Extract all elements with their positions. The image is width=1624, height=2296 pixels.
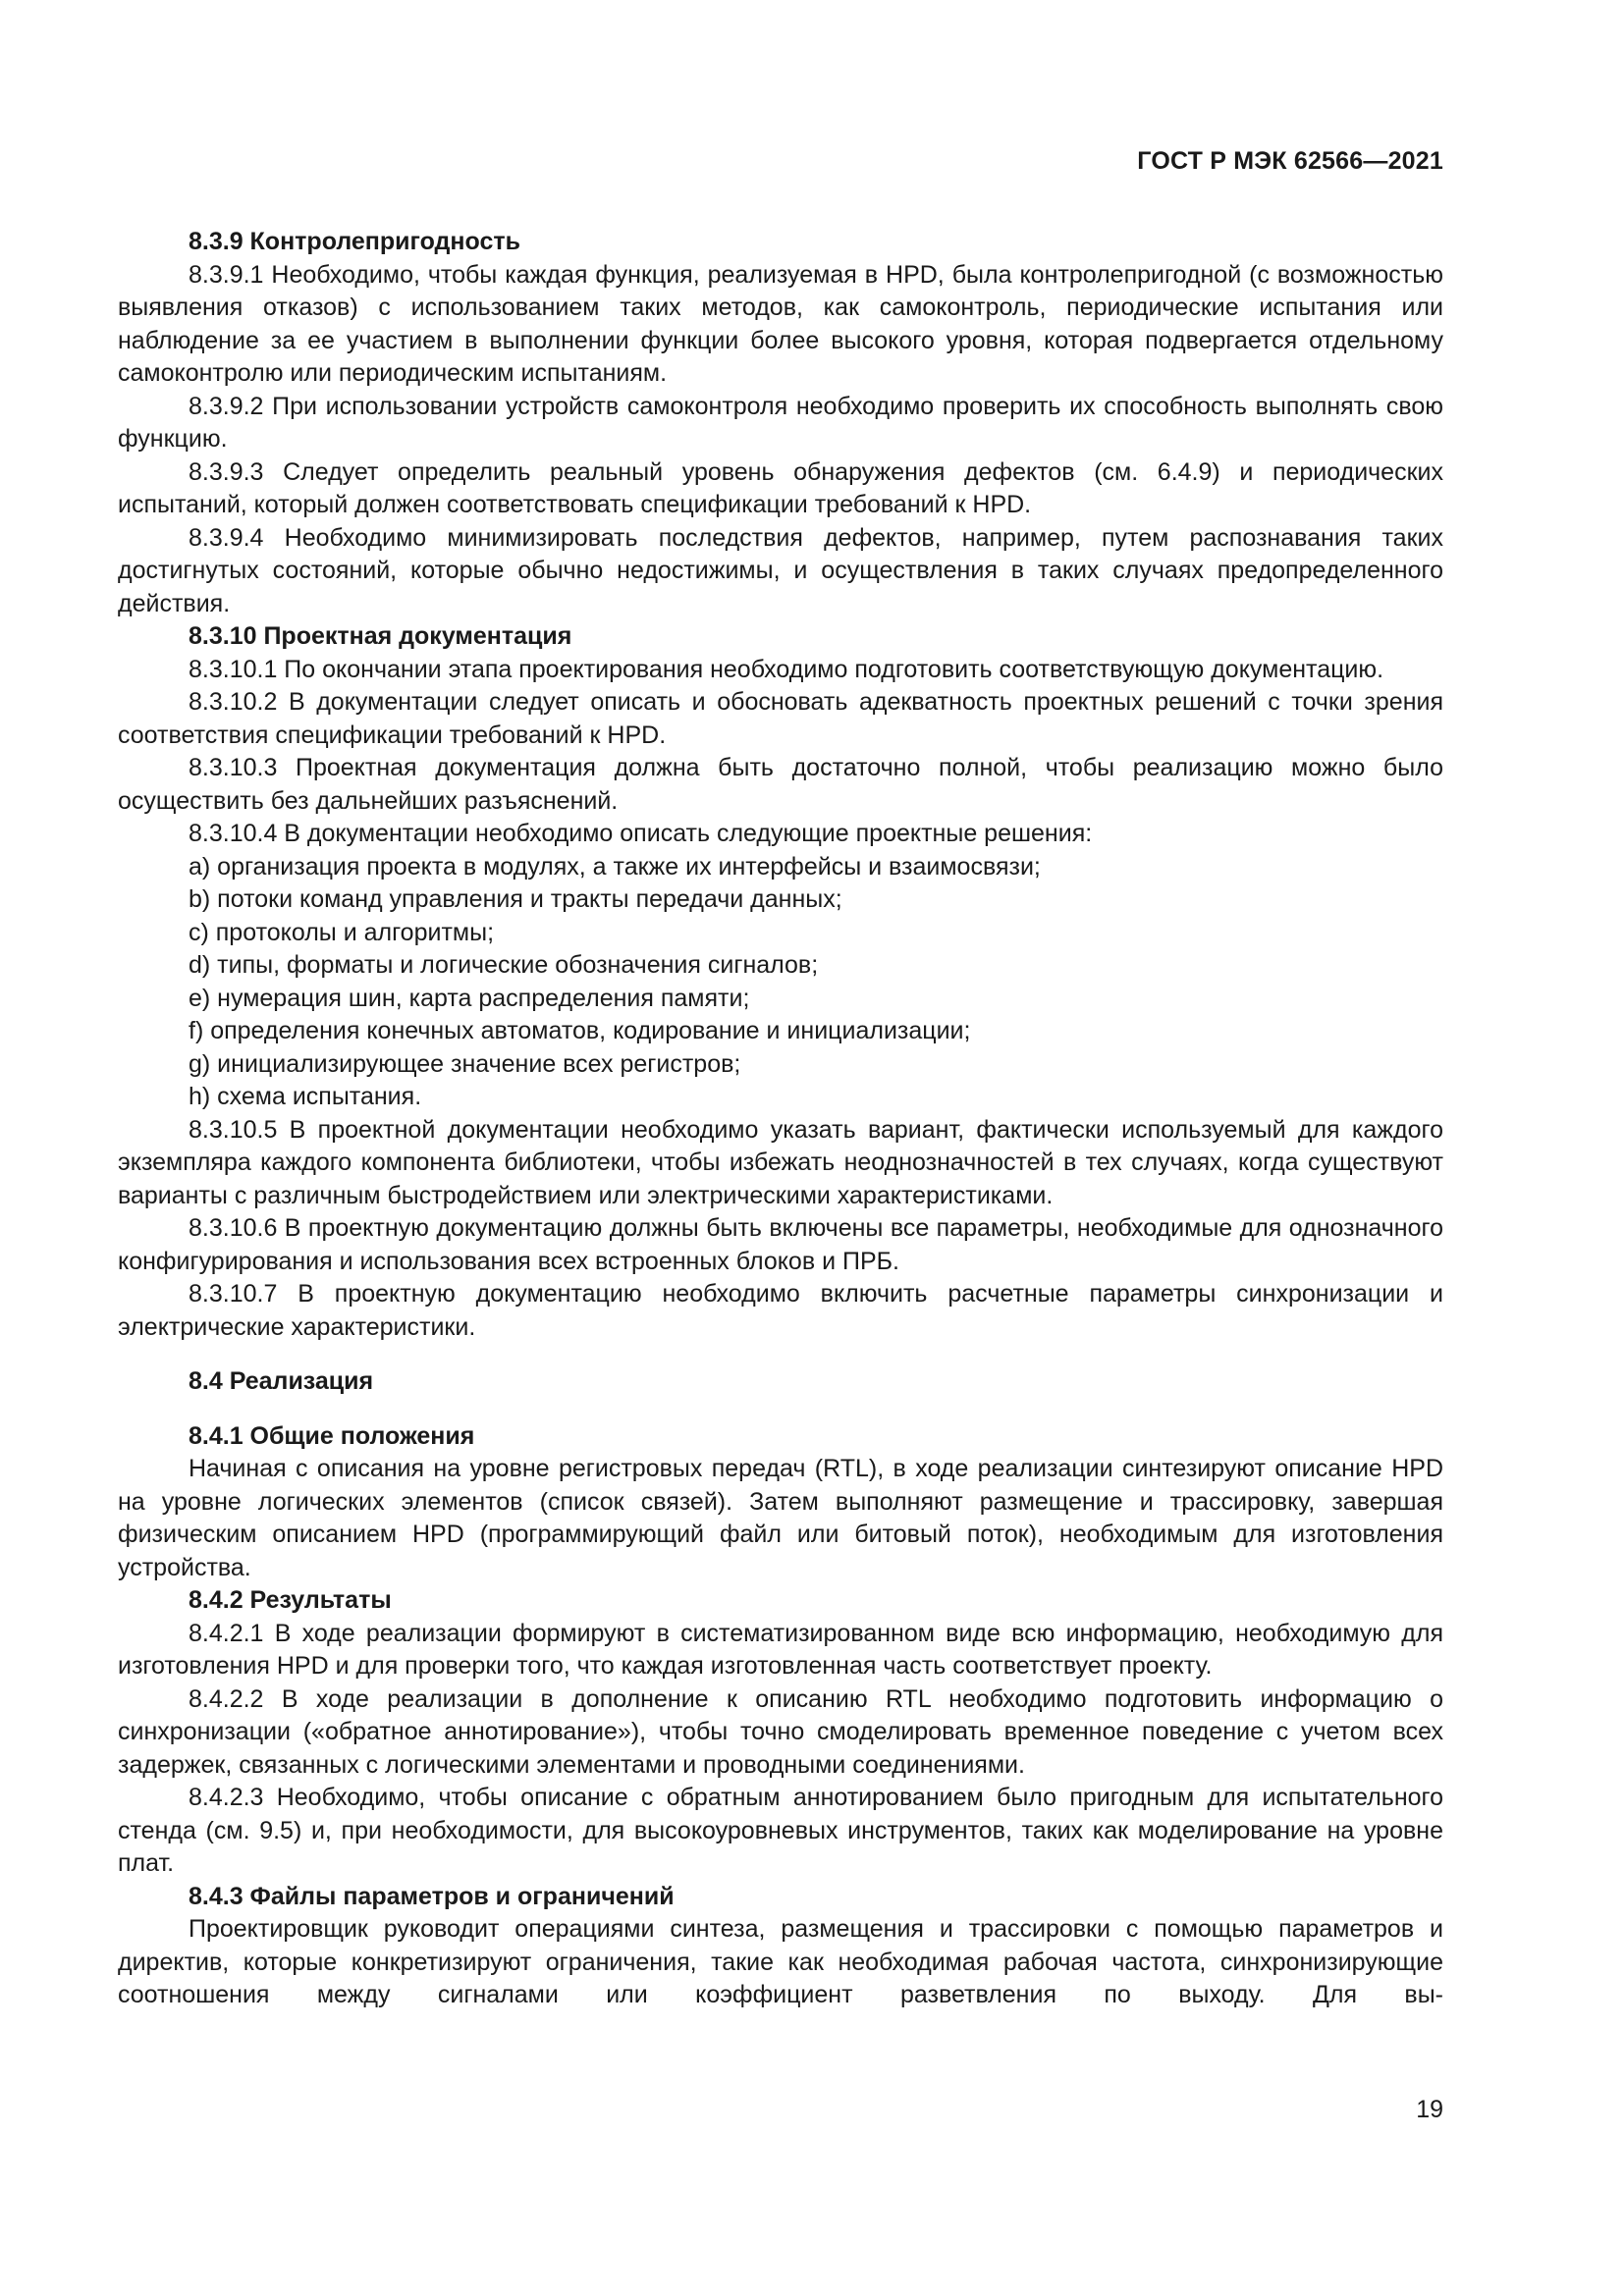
paragraph: 8.3.10.2 В документации следует описать и обосновать адекватность проектных решений с точки зрения соответствия спецификации требований к HPD.: [118, 688, 1443, 749]
paragraph: 8.3.10.1 По окончании этапа проектирования необходимо подготовить соответствующую документацию.: [189, 655, 1384, 683]
paragraph: 8.3.10.4 В документации необходимо описать следующие проектные решения:: [189, 820, 1093, 847]
section-heading: 8.4 Реализация: [189, 1367, 374, 1395]
paragraph: c) протоколы и алгоритмы;: [189, 918, 495, 946]
paragraph: 8.3.10.6 В проектную документацию должны быть включены все параметры, необходимые для однозначного конфигурирования и использования всех встроенных блоков и ПРБ.: [118, 1214, 1443, 1275]
paragraph: a) организация проекта в модулях, а также их интерфейсы и взаимосвязи;: [189, 852, 1041, 881]
paragraph: 8.3.9.3 Следует определить реальный уровень обнаружения дефектов (см. 6.4.9) и периодических испытаний, который должен соответствовать спецификации требований к HPD.: [118, 457, 1443, 518]
paragraph: h) схема испытания.: [189, 1083, 422, 1110]
paragraph: f) определения конечных автоматов, кодирование и инициализации;: [189, 1017, 971, 1044]
standard-designation: ГОСТ Р МЭК 62566—2021: [1137, 147, 1443, 175]
paragraph: 8.3.9.4 Необходимо минимизировать последствия дефектов, например, путем распознавания таких достигнутых состояний, которые обычно недостижимы, и осуществления в таких случаях предопределенного действия.: [118, 523, 1443, 617]
paragraph: 8.4.2.1 В ходе реализации формируют в систематизированном виде всю информацию, необходимую для изготовления HPD и для проверки того, что каждая изготовленная часть соответствует проекту.: [118, 1619, 1443, 1680]
paragraph: 8.3.10.5 В проектной документации необходимо указать вариант, фактически используемый для каждого экземпляра каждого компонента библиотеки, чтобы избежать неоднозначностей в тех случаях, когда существуют варианты с различным быстродействием или электрическими характеристиками.: [118, 1115, 1443, 1209]
paragraph: e) нумерация шин, карта распределения памяти;: [189, 984, 750, 1012]
paragraph: 8.3.10.3 Проектная документация должна быть достаточно полной, чтобы реализацию можно было осуществить без дальнейших разъяснений.: [118, 754, 1443, 815]
section-heading: 8.3.10 Проектная документация: [189, 622, 572, 650]
section-heading: 8.3.9 Контролепригодность: [189, 228, 520, 255]
page-body: [118, 226, 1443, 2012]
section-heading: 8.4.1 Общие положения: [189, 1421, 475, 1450]
paragraph: Начиная с описания на уровне регистровых передач (RTL), в ходе реализации синтезируют описание HPD на уровне логических элементов (список связей). Затем выполняют размещение и трассировку, завершая физическим описанием HPD (программирующий файл или битовый поток), необходимым для изготовления устройства.: [118, 1455, 1443, 1581]
paragraph: 8.3.10.7 В проектную документацию необходимо включить расчетные параметры синхронизации и электрические характеристики.: [118, 1280, 1443, 1341]
paragraph: Проектировщик руководит операциями синтеза, размещения и трассировки с помощью параметров и директив, которые конкретизируют ограничения, такие как необходимая рабочая частота, синхронизирующие соотношения между сигналами или коэффициент разветвления по выходу. Для вы-: [118, 1915, 1443, 2008]
paragraph: d) типы, форматы и логические обозначения сигналов;: [189, 951, 819, 979]
paragraph: 8.3.9.2 При использовании устройств самоконтроля необходимо проверить их способность выполнять свою функцию.: [118, 392, 1443, 453]
paragraph: b) потоки команд управления и тракты передачи данных;: [189, 885, 842, 913]
section-heading: 8.4.2 Результаты: [189, 1586, 392, 1614]
paragraph: 8.4.2.2 В ходе реализации в дополнение к описанию RTL необходимо подготовить информацию о синхронизации («обратное аннотирование»), чтобы точно смоделировать временное поведение с учетом всех задержек, связанных с логическими элементами и проводными соединениями.: [118, 1684, 1443, 1779]
paragraph: 8.4.2.3 Необходимо, чтобы описание с обратным аннотированием было пригодным для испытательного стенда (см. 9.5) и, при необходимости, для высокоуровневых инструментов, таких как моделирование на уровне плат.: [118, 1784, 1443, 1877]
page-number: 19: [1416, 2096, 1443, 2123]
paragraph: 8.3.9.1 Необходимо, чтобы каждая функция, реализуемая в HPD, была контролепригодной (с возможностью выявления отказов) с использованием таких методов, как самоконтроль, периодические испытания или наблюдение за ее участием в выполнении функции более высокого уровня, которая подвергается отдельному самоконтролю или периодическим испытаниям.: [118, 260, 1443, 387]
section-heading: 8.4.3 Файлы параметров и ограничений: [189, 1882, 675, 1910]
paragraph: g) инициализирующее значение всех регистров;: [189, 1049, 741, 1078]
